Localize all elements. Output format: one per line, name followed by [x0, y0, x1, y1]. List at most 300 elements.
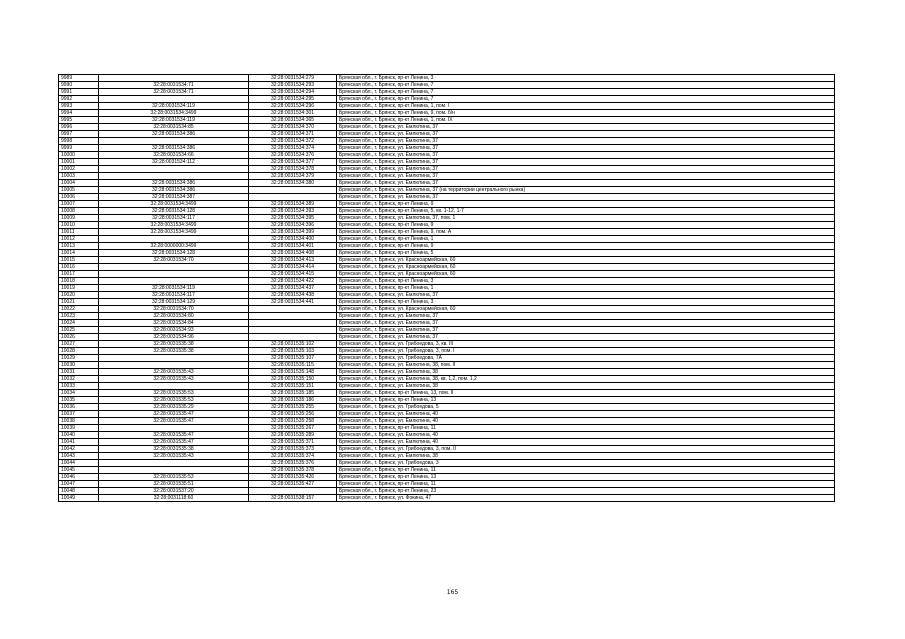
- building-cadastral-cell: 32:28:0031534:408: [249, 250, 337, 257]
- row-number-cell: 10039: [59, 425, 99, 432]
- row-number-cell: 9996: [59, 124, 99, 131]
- building-cadastral-cell: 32:28:0031534:413: [249, 257, 337, 264]
- row-number-cell: 9989: [59, 75, 99, 82]
- building-cadastral-cell: 32:28:0031535:151: [249, 383, 337, 390]
- land-plot-cadastral-cell: 32:28:0031534:119: [99, 103, 249, 110]
- building-cadastral-cell: 32:28:0031535:186: [249, 397, 337, 404]
- land-plot-cadastral-cell: 32:28:0031535:53: [99, 474, 249, 481]
- address-cell: Брянская обл., г. Брянск, ул. Емлютина, 37: [337, 292, 835, 299]
- building-cadastral-cell: 32:28:0031535:256: [249, 411, 337, 418]
- row-number-cell: 10007: [59, 201, 99, 208]
- building-cadastral-cell: 32:28:0031535:103: [249, 348, 337, 355]
- table-row: [59, 488, 835, 495]
- address-cell: Брянская обл., г. Брянск, ул. Грибоедова, 3: [337, 460, 835, 467]
- building-cadastral-cell: 32:28:0031535:185: [249, 390, 337, 397]
- land-plot-cadastral-cell: 32:28:0031537:20: [99, 488, 249, 495]
- land-plot-cadastral-cell: 32:28:0031535:47: [99, 418, 249, 425]
- address-cell: Брянская обл., г. Брянск, ул. Емлютина, 37: [337, 173, 835, 180]
- building-cadastral-cell: 32:28:0031535:148: [249, 369, 337, 376]
- address-cell: Брянская обл., г. Брянск, ул. Грибоедова, 5: [337, 404, 835, 411]
- land-plot-cadastral-cell: 32:28:0031535:29: [99, 404, 249, 411]
- table-row: [59, 257, 835, 264]
- row-number-cell: 10038: [59, 418, 99, 425]
- registry-table-body: [59, 75, 835, 502]
- address-cell: Брянская обл., г. Брянск, ул. Красноармейская, 60: [337, 264, 835, 271]
- table-row: [59, 187, 835, 194]
- table-row: [59, 390, 835, 397]
- land-plot-cadastral-cell: 32:28:0031534:85: [99, 124, 249, 131]
- land-plot-cadastral-cell: 32:28:0031534:386: [99, 131, 249, 138]
- address-cell: Брянская обл., г. Брянск, ул. Емлютина, 37: [337, 194, 835, 201]
- row-number-cell: 10021: [59, 299, 99, 306]
- address-cell: Брянская обл., г. Брянск, ул. Красноармейская, 60: [337, 271, 835, 278]
- table-row: [59, 201, 835, 208]
- land-plot-cadastral-cell: 32:28:0031534:70: [99, 306, 249, 313]
- address-cell: Брянская обл., г. Брянск, ул. Емлютина, 38: [337, 453, 835, 460]
- building-cadastral-cell: 32:28:0031534:295: [249, 96, 337, 103]
- land-plot-cadastral-cell: 32:28:0031535:43: [99, 369, 249, 376]
- building-cadastral-cell: 32:28:0031535:373: [249, 446, 337, 453]
- address-cell: Брянская обл., г. Брянск, ул. Емлютина, 37, пом. 1: [337, 215, 835, 222]
- land-plot-cadastral-cell: [99, 166, 249, 173]
- table-row: [59, 117, 835, 124]
- building-cadastral-cell: 32:28:0031534:365: [249, 117, 337, 124]
- table-row: [59, 103, 835, 110]
- row-number-cell: 10003: [59, 173, 99, 180]
- building-cadastral-cell: 32:28:0031535:107: [249, 355, 337, 362]
- land-plot-cadastral-cell: 32:28:0031535:38: [99, 341, 249, 348]
- row-number-cell: 10034: [59, 390, 99, 397]
- table-row: [59, 446, 835, 453]
- building-cadastral-cell: [249, 194, 337, 201]
- land-plot-cadastral-cell: 32:28:0031534:84: [99, 320, 249, 327]
- land-plot-cadastral-cell: 32:28:0031534:117: [99, 292, 249, 299]
- building-cadastral-cell: 32:28:0031534:396: [249, 222, 337, 229]
- building-cadastral-cell: 32:28:0031534:399: [249, 229, 337, 236]
- table-row: [59, 404, 835, 411]
- address-cell: Брянская обл., г. Брянск, пр-кт Ленина, 1: [337, 236, 835, 243]
- address-cell: Брянская обл., г. Брянск, пр-кт Ленина, 11: [337, 425, 835, 432]
- address-cell: Брянская обл., г. Брянск, пр-кт Ленина, 13: [337, 397, 835, 404]
- table-row: [59, 453, 835, 460]
- row-number-cell: 10015: [59, 257, 99, 264]
- land-plot-cadastral-cell: [99, 75, 249, 82]
- table-row: [59, 474, 835, 481]
- row-number-cell: 9995: [59, 117, 99, 124]
- table-row: [59, 467, 835, 474]
- address-cell: Брянская обл., г. Брянск, ул. Грибоедова, 3, пом. II: [337, 446, 835, 453]
- row-number-cell: 10011: [59, 229, 99, 236]
- row-number-cell: 10024: [59, 320, 99, 327]
- table-row: [59, 418, 835, 425]
- row-number-cell: 10008: [59, 208, 99, 215]
- land-plot-cadastral-cell: 32:28:0031534:3499: [99, 229, 249, 236]
- table-row: [59, 75, 835, 82]
- table-row: [59, 138, 835, 145]
- land-plot-cadastral-cell: 32:28:0031534:129: [99, 299, 249, 306]
- row-number-cell: 10000: [59, 152, 99, 159]
- row-number-cell: 10001: [59, 159, 99, 166]
- land-plot-cadastral-cell: 32:28:0031534:387: [99, 194, 249, 201]
- address-cell: Брянская обл., г. Брянск, ул. Емлютина, 37 (на территории центрального рынка): [337, 187, 835, 194]
- land-plot-cadastral-cell: 32:28:0031534:3499: [99, 110, 249, 117]
- row-number-cell: 10009: [59, 215, 99, 222]
- table-row: [59, 411, 835, 418]
- building-cadastral-cell: 32:28:0031535:150: [249, 376, 337, 383]
- row-number-cell: 10029: [59, 355, 99, 362]
- building-cadastral-cell: 32:28:0031534:379: [249, 173, 337, 180]
- building-cadastral-cell: [249, 320, 337, 327]
- table-row: [59, 229, 835, 236]
- row-number-cell: 10010: [59, 222, 99, 229]
- table-row: [59, 327, 835, 334]
- row-number-cell: 10020: [59, 292, 99, 299]
- table-row: [59, 334, 835, 341]
- land-plot-cadastral-cell: [99, 278, 249, 285]
- row-number-cell: 10040: [59, 432, 99, 439]
- land-plot-cadastral-cell: [99, 96, 249, 103]
- address-cell: Брянская обл., г. Брянск, ул. Красноармейская, 60: [337, 257, 835, 264]
- land-plot-cadastral-cell: 32:28:0031534:3499: [99, 201, 249, 208]
- address-cell: Брянская обл., г. Брянск, пр-кт Ленина, 7: [337, 96, 835, 103]
- land-plot-cadastral-cell: 32:28:0031534:93: [99, 327, 249, 334]
- building-cadastral-cell: 32:28:0031534:393: [249, 208, 337, 215]
- land-plot-cadastral-cell: 32:28:0031118:60: [99, 495, 249, 502]
- building-cadastral-cell: 32:28:0031534:294: [249, 89, 337, 96]
- row-number-cell: 10012: [59, 236, 99, 243]
- table-row: [59, 439, 835, 446]
- building-cadastral-cell: 32:28:0031534:374: [249, 145, 337, 152]
- table-row: [59, 264, 835, 271]
- land-plot-cadastral-cell: 32:28:0031534:80: [99, 313, 249, 320]
- land-plot-cadastral-cell: 32:28:0031535:47: [99, 411, 249, 418]
- page-number: 165: [446, 589, 459, 596]
- building-cadastral-cell: 32:28:0031535:376: [249, 460, 337, 467]
- table-row: [59, 271, 835, 278]
- row-number-cell: 9997: [59, 131, 99, 138]
- building-cadastral-cell: 32:28:0031534:293: [249, 82, 337, 89]
- land-plot-cadastral-cell: 32:28:0031535:38: [99, 446, 249, 453]
- building-cadastral-cell: 32:28:0031538:157: [249, 495, 337, 502]
- building-cadastral-cell: 32:28:0031534:380: [249, 180, 337, 187]
- land-plot-cadastral-cell: 32:28:0031534:117: [99, 215, 249, 222]
- table-row: [59, 194, 835, 201]
- address-cell: Брянская обл., г. Брянск, ул. Емлютина, 37: [337, 180, 835, 187]
- row-number-cell: 10023: [59, 313, 99, 320]
- address-cell: Брянская обл., г. Брянск, ул. Емлютина, 37: [337, 152, 835, 159]
- table-row: [59, 124, 835, 131]
- address-cell: Брянская обл., г. Брянск, ул. Емлютина, 38: [337, 369, 835, 376]
- building-cadastral-cell: 32:28:0031535:426: [249, 474, 337, 481]
- row-number-cell: 10022: [59, 306, 99, 313]
- land-plot-cadastral-cell: [99, 362, 249, 369]
- table-row: [59, 425, 835, 432]
- address-cell: Брянская обл., г. Брянск, пр-кт Ленина, 9, пом. А: [337, 229, 835, 236]
- land-plot-cadastral-cell: 32:28:0031534:128: [99, 208, 249, 215]
- address-cell: Брянская обл., г. Брянск, пр-кт Ленина, 13: [337, 474, 835, 481]
- address-cell: Брянская обл., г. Брянск, пр-кт Ленина, 5: [337, 250, 835, 257]
- building-cadastral-cell: 32:28:0031534:279: [249, 75, 337, 82]
- building-cadastral-cell: 32:28:0031534:441: [249, 299, 337, 306]
- land-plot-cadastral-cell: 32:28:0031535:47: [99, 432, 249, 439]
- building-cadastral-cell: 32:28:0031534:370: [249, 124, 337, 131]
- building-cadastral-cell: 32:28:0031534:414: [249, 264, 337, 271]
- row-number-cell: 10047: [59, 481, 99, 488]
- table-row: [59, 299, 835, 306]
- table-row: [59, 348, 835, 355]
- row-number-cell: 10048: [59, 488, 99, 495]
- address-cell: Брянская обл., г. Брянск, пр-кт Ленина, 11: [337, 481, 835, 488]
- table-row: [59, 89, 835, 96]
- land-plot-cadastral-cell: 32:28:0031534:386: [99, 180, 249, 187]
- row-number-cell: 9999: [59, 145, 99, 152]
- building-cadastral-cell: 32:28:0031534:415: [249, 271, 337, 278]
- address-cell: Брянская обл., г. Брянск, пр-кт Ленина, 9: [337, 201, 835, 208]
- building-cadastral-cell: 32:28:0031535:374: [249, 453, 337, 460]
- row-number-cell: 10005: [59, 187, 99, 194]
- table-row: [59, 278, 835, 285]
- building-cadastral-cell: 32:28:0031534:372: [249, 138, 337, 145]
- land-plot-cadastral-cell: 32:28:0031534:128: [99, 250, 249, 257]
- land-plot-cadastral-cell: [99, 138, 249, 145]
- building-cadastral-cell: 32:28:0031535:267: [249, 425, 337, 432]
- address-cell: Брянская обл., г. Брянск, пр-кт Ленина, 13, пом. II: [337, 390, 835, 397]
- row-number-cell: 10041: [59, 439, 99, 446]
- address-cell: Брянская обл., г. Брянск, ул. Емлютина, 37: [337, 334, 835, 341]
- row-number-cell: 10043: [59, 453, 99, 460]
- table-row: [59, 432, 835, 439]
- table-row: [59, 173, 835, 180]
- land-plot-cadastral-cell: [99, 460, 249, 467]
- land-plot-cadastral-cell: 32:28:0031534:70: [99, 257, 249, 264]
- table-row: [59, 152, 835, 159]
- building-cadastral-cell: 32:28:0031534:395: [249, 215, 337, 222]
- address-cell: Брянская обл., г. Брянск, ул. Емлютина, 37: [337, 327, 835, 334]
- table-row: [59, 495, 835, 502]
- table-row: [59, 96, 835, 103]
- address-cell: Брянская обл., г. Брянск, пр-кт Ленина, 3: [337, 278, 835, 285]
- address-cell: Брянская обл., г. Брянск, ул. Емлютина, 40: [337, 411, 835, 418]
- building-cadastral-cell: 32:28:0031534:401: [249, 243, 337, 250]
- address-cell: Брянская обл., г. Брянск, ул. Емлютина, 40: [337, 418, 835, 425]
- address-cell: Брянская обл., г. Брянск, пр-кт Ленина, 3: [337, 299, 835, 306]
- row-number-cell: 10017: [59, 271, 99, 278]
- row-number-cell: 10006: [59, 194, 99, 201]
- land-plot-cadastral-cell: [99, 383, 249, 390]
- address-cell: Брянская обл., г. Брянск, ул. Емлютина, 37: [337, 320, 835, 327]
- address-cell: Брянская обл., г. Брянск, ул. Емлютина, 40: [337, 439, 835, 446]
- address-cell: Брянская обл., г. Брянск, ул. Емлютина, 38: [337, 383, 835, 390]
- land-plot-cadastral-cell: 32:28:0031534:119: [99, 285, 249, 292]
- row-number-cell: 10025: [59, 327, 99, 334]
- land-plot-cadastral-cell: 32:28:0031535:43: [99, 453, 249, 460]
- land-plot-cadastral-cell: [99, 173, 249, 180]
- row-number-cell: 10002: [59, 166, 99, 173]
- table-row: [59, 341, 835, 348]
- building-cadastral-cell: 32:28:0031535:258: [249, 418, 337, 425]
- land-plot-cadastral-cell: 32:28:0031534:66: [99, 152, 249, 159]
- row-number-cell: 10036: [59, 404, 99, 411]
- land-plot-cadastral-cell: 32:28:0031534:386: [99, 145, 249, 152]
- table-row: [59, 215, 835, 222]
- table-row: [59, 481, 835, 488]
- land-plot-cadastral-cell: 32:28:0031534:112: [99, 159, 249, 166]
- row-number-cell: 10016: [59, 264, 99, 271]
- address-cell: Брянская обл., г. Брянск, ул. Грибоедова, 3, кв. III: [337, 341, 835, 348]
- row-number-cell: 10044: [59, 460, 99, 467]
- building-cadastral-cell: 32:28:0031535:289: [249, 432, 337, 439]
- land-plot-cadastral-cell: [99, 355, 249, 362]
- address-cell: Брянская обл., г. Брянск, пр-кт Ленина, 9: [337, 222, 835, 229]
- table-row: [59, 250, 835, 257]
- table-row: [59, 145, 835, 152]
- table-row: [59, 131, 835, 138]
- row-number-cell: 10042: [59, 446, 99, 453]
- table-row: [59, 355, 835, 362]
- table-row: [59, 383, 835, 390]
- row-number-cell: 10045: [59, 467, 99, 474]
- building-cadastral-cell: [249, 488, 337, 495]
- land-plot-cadastral-cell: 32:28:0031534:71: [99, 82, 249, 89]
- table-row: [59, 110, 835, 117]
- building-cadastral-cell: 32:28:0031534:438: [249, 292, 337, 299]
- table-row: [59, 362, 835, 369]
- address-cell: Брянская обл., г. Брянск, ул. Красноармейская, 60: [337, 306, 835, 313]
- row-number-cell: 10028: [59, 348, 99, 355]
- address-cell: Брянская обл., г. Брянск, ул. Емлютина, 37: [337, 159, 835, 166]
- address-cell: Брянская обл., г. Брянск, ул. Емлютина, 37: [337, 131, 835, 138]
- row-number-cell: 10013: [59, 243, 99, 250]
- building-cadastral-cell: 32:28:0031534:371: [249, 131, 337, 138]
- address-cell: Брянская обл., г. Брянск, ул. Емлютина, 37: [337, 124, 835, 131]
- row-number-cell: 9991: [59, 89, 99, 96]
- row-number-cell: 9998: [59, 138, 99, 145]
- building-cadastral-cell: 32:28:0031535:115: [249, 362, 337, 369]
- address-cell: Брянская обл., г. Брянск, ул. Емлютина, 40: [337, 432, 835, 439]
- row-number-cell: 9992: [59, 96, 99, 103]
- building-cadastral-cell: 32:28:0031534:296: [249, 103, 337, 110]
- table-row: [59, 243, 835, 250]
- land-plot-cadastral-cell: 32:28:0031535:38: [99, 348, 249, 355]
- land-plot-cadastral-cell: 32:28:0031534:71: [99, 89, 249, 96]
- building-cadastral-cell: 32:28:0031534:377: [249, 159, 337, 166]
- address-cell: Брянская обл., г. Брянск, ул. Емлютина, 38, пом. II: [337, 362, 835, 369]
- land-plot-cadastral-cell: 32:28:0031535:51: [99, 481, 249, 488]
- building-cadastral-cell: 32:28:0031534:389: [249, 201, 337, 208]
- land-plot-cadastral-cell: 32:28:0031534:3499: [99, 222, 249, 229]
- building-cadastral-cell: 32:28:0031535:378: [249, 467, 337, 474]
- table-row: [59, 180, 835, 187]
- land-plot-cadastral-cell: [99, 467, 249, 474]
- land-plot-cadastral-cell: 32:28:0000000:3499: [99, 243, 249, 250]
- table-row: [59, 208, 835, 215]
- land-plot-cadastral-cell: 32:28:0031534:386: [99, 187, 249, 194]
- table-row: [59, 376, 835, 383]
- table-row: [59, 397, 835, 404]
- building-cadastral-cell: 32:28:0031535:371: [249, 439, 337, 446]
- table-row: [59, 82, 835, 89]
- building-cadastral-cell: 32:28:0031534:422: [249, 278, 337, 285]
- land-plot-cadastral-cell: 32:28:0031534:119: [99, 117, 249, 124]
- row-number-cell: 10019: [59, 285, 99, 292]
- table-row: [59, 460, 835, 467]
- address-cell: Брянская обл., г. Брянск, ул. Емлютина, 37: [337, 166, 835, 173]
- address-cell: Брянская обл., г. Брянск, ул. Емлютина, 38, кв. 1,2, пом. 1,2: [337, 376, 835, 383]
- address-cell: Брянская обл., г. Брянск, ул. Емлютина, 37: [337, 145, 835, 152]
- row-number-cell: 10037: [59, 411, 99, 418]
- land-plot-cadastral-cell: [99, 236, 249, 243]
- table-row: [59, 320, 835, 327]
- building-cadastral-cell: [249, 327, 337, 334]
- land-plot-cadastral-cell: 32:28:0031535:53: [99, 397, 249, 404]
- table-row: [59, 292, 835, 299]
- land-plot-cadastral-cell: 32:28:0031534:96: [99, 334, 249, 341]
- land-plot-cadastral-cell: [99, 271, 249, 278]
- row-number-cell: 10033: [59, 383, 99, 390]
- address-cell: Брянская обл., г. Брянск, пр-кт Ленина, 7: [337, 89, 835, 96]
- land-plot-cadastral-cell: 32:28:0031535:47: [99, 439, 249, 446]
- table-row: [59, 285, 835, 292]
- building-cadastral-cell: [249, 187, 337, 194]
- table-row: [59, 236, 835, 243]
- land-plot-cadastral-cell: 32:28:0031535:43: [99, 376, 249, 383]
- row-number-cell: 10046: [59, 474, 99, 481]
- address-cell: Брянская обл., г. Брянск, пр-кт Ленина, 9: [337, 243, 835, 250]
- building-cadastral-cell: 32:28:0031534:437: [249, 285, 337, 292]
- address-cell: Брянская обл., г. Брянск, пр-кт Ленина, 1, пом. IX: [337, 117, 835, 124]
- building-cadastral-cell: [249, 306, 337, 313]
- table-row: [59, 166, 835, 173]
- row-number-cell: 10031: [59, 369, 99, 376]
- building-cadastral-cell: 32:28:0031535:427: [249, 481, 337, 488]
- row-number-cell: 10004: [59, 180, 99, 187]
- row-number-cell: 10014: [59, 250, 99, 257]
- building-cadastral-cell: 32:28:0031534:301: [249, 110, 337, 117]
- building-cadastral-cell: 32:28:0031535:102: [249, 341, 337, 348]
- table-row: [59, 222, 835, 229]
- building-cadastral-cell: 32:28:0031534:400: [249, 236, 337, 243]
- address-cell: Брянская обл., г. Брянск, ул. Грибоедова, 3, пом. I: [337, 348, 835, 355]
- row-number-cell: 10032: [59, 376, 99, 383]
- row-number-cell: 9993: [59, 103, 99, 110]
- address-cell: Брянская обл., г. Брянск, пр-кт Ленина, 1, пом. I: [337, 103, 835, 110]
- address-cell: Брянская обл., г. Брянск, пр-кт Ленина, 3: [337, 75, 835, 82]
- row-number-cell: 9994: [59, 110, 99, 117]
- address-cell: Брянская обл., г. Брянск, пр-кт Ленина, 23: [337, 488, 835, 495]
- address-cell: Брянская обл., г. Брянск, пр-кт Ленина, 9, пом. б/н: [337, 110, 835, 117]
- building-cadastral-cell: [249, 313, 337, 320]
- row-number-cell: 10026: [59, 334, 99, 341]
- address-cell: Брянская обл., г. Брянск, ул. Фокина, 47: [337, 495, 835, 502]
- land-plot-cadastral-cell: 32:28:0031535:53: [99, 390, 249, 397]
- table-row: [59, 313, 835, 320]
- table-row: [59, 306, 835, 313]
- registry-table: [58, 74, 835, 502]
- row-number-cell: 10030: [59, 362, 99, 369]
- land-plot-cadastral-cell: [99, 425, 249, 432]
- address-cell: Брянская обл., г. Брянск, пр-кт Ленина, 1: [337, 285, 835, 292]
- address-cell: Брянская обл., г. Брянск, ул. Емлютина, 37: [337, 313, 835, 320]
- building-cadastral-cell: 32:28:0031535:255: [249, 404, 337, 411]
- address-cell: Брянская обл., г. Брянск, ул. Емлютина, 37: [337, 138, 835, 145]
- row-number-cell: 10035: [59, 397, 99, 404]
- table-row: [59, 369, 835, 376]
- row-number-cell: 9990: [59, 82, 99, 89]
- address-cell: Брянская обл., г. Брянск, пр-кт Ленина, 5, кв. 1-12, 1-7: [337, 208, 835, 215]
- row-number-cell: 10049: [59, 495, 99, 502]
- address-cell: Брянская обл., г. Брянск, ул. Грибоедова, 7А: [337, 355, 835, 362]
- row-number-cell: 10027: [59, 341, 99, 348]
